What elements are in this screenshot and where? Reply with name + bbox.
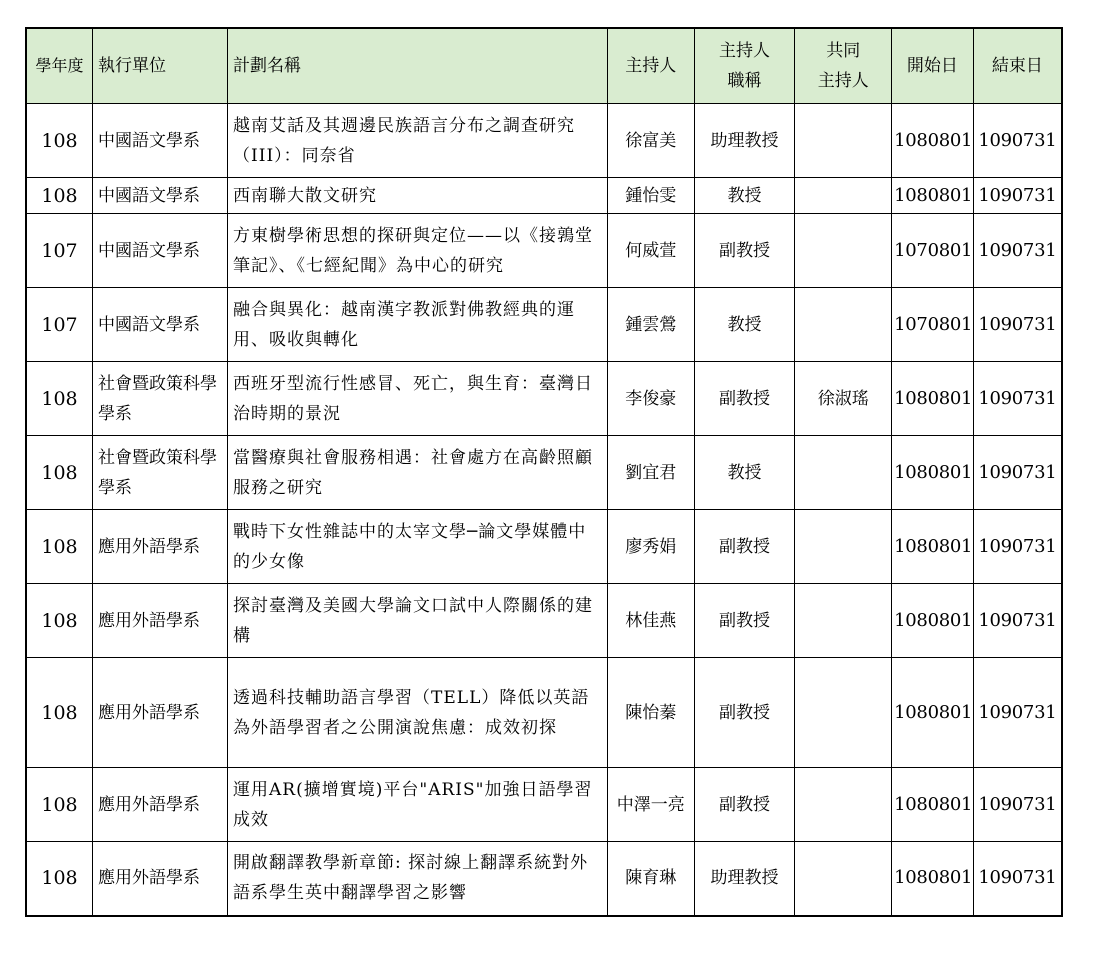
cell-pi: 鍾怡雯 xyxy=(607,178,694,214)
cell-unit: 應用外語學系 xyxy=(93,768,228,842)
cell-co-pi xyxy=(795,214,892,288)
cell-pi: 中澤一亮 xyxy=(607,768,694,842)
cell-co-pi xyxy=(795,768,892,842)
cell-pi-title: 教授 xyxy=(694,436,795,510)
table-row xyxy=(26,842,1062,916)
cell-pi: 徐富美 xyxy=(607,104,694,178)
cell-pi: 鍾雲鶯 xyxy=(607,288,694,362)
cell-end-date: 1090731 xyxy=(973,584,1062,658)
cell-co-pi xyxy=(795,842,892,916)
cell-project: 方東樹學術思想的探研與定位——以《接鶉堂筆記》、《七經紀聞》為中心的研究 xyxy=(228,214,608,288)
cell-start-date: 1080801 xyxy=(892,842,974,916)
cell-pi-title: 教授 xyxy=(694,178,795,214)
cell-unit: 中國語文學系 xyxy=(93,104,228,178)
cell-start-date: 1080801 xyxy=(892,510,974,584)
cell-pi-title: 助理教授 xyxy=(694,104,795,178)
cell-project: 運用AR(擴增實境)平台"ARIS"加強日語學習成效 xyxy=(228,768,608,842)
cell-year: 108 xyxy=(26,584,93,658)
cell-project: 融合與異化：越南漢字教派對佛教經典的運用、吸收與轉化 xyxy=(228,288,608,362)
table-row xyxy=(26,362,1062,436)
cell-end-date: 1090731 xyxy=(973,362,1062,436)
cell-pi: 廖秀娟 xyxy=(607,510,694,584)
cell-year: 107 xyxy=(26,288,93,362)
cell-start-date: 1080801 xyxy=(892,658,974,768)
header-co-pi: 共同 主持人 xyxy=(795,28,892,104)
cell-unit: 中國語文學系 xyxy=(93,214,228,288)
cell-year: 108 xyxy=(26,842,93,916)
header-end: 結束日 xyxy=(973,28,1062,104)
cell-pi-title: 副教授 xyxy=(694,510,795,584)
cell-project: 戰時下女性雜誌中的太宰文學─論文學媒體中的少女像 xyxy=(228,510,608,584)
cell-co-pi xyxy=(795,436,892,510)
cell-pi-title: 助理教授 xyxy=(694,842,795,916)
cell-start-date: 1080801 xyxy=(892,584,974,658)
table-row xyxy=(26,768,1062,842)
cell-project: 開啟翻譯教學新章節: 探討線上翻譯系統對外語系學生英中翻譯學習之影響 xyxy=(228,842,608,916)
cell-unit: 應用外語學系 xyxy=(93,510,228,584)
cell-project: 西南聯大散文研究 xyxy=(228,178,608,214)
cell-end-date: 1090731 xyxy=(973,510,1062,584)
cell-co-pi xyxy=(795,178,892,214)
cell-pi: 陳育琳 xyxy=(607,842,694,916)
table-row xyxy=(26,436,1062,510)
table-row xyxy=(26,288,1062,362)
cell-end-date: 1090731 xyxy=(973,104,1062,178)
cell-year: 108 xyxy=(26,362,93,436)
cell-pi-title: 副教授 xyxy=(694,768,795,842)
cell-end-date: 1090731 xyxy=(973,768,1062,842)
cell-unit: 社會暨政策科學學系 xyxy=(93,436,228,510)
cell-pi-title: 副教授 xyxy=(694,584,795,658)
cell-co-pi: 徐淑瑤 xyxy=(795,362,892,436)
cell-end-date: 1090731 xyxy=(973,436,1062,510)
cell-pi-title: 副教授 xyxy=(694,362,795,436)
cell-year: 108 xyxy=(26,658,93,768)
cell-year: 108 xyxy=(26,104,93,178)
cell-start-date: 1080801 xyxy=(892,362,974,436)
cell-year: 108 xyxy=(26,768,93,842)
cell-project: 西班牙型流行性感冒、死亡，與生育：臺灣日治時期的景況 xyxy=(228,362,608,436)
cell-unit: 中國語文學系 xyxy=(93,288,228,362)
header-start: 開始日 xyxy=(892,28,974,104)
cell-project: 越南艾話及其週邊民族語言分布之調查研究（III）：同奈省 xyxy=(228,104,608,178)
cell-start-date: 1070801 xyxy=(892,214,974,288)
header-year: 學年度 xyxy=(26,28,93,104)
cell-start-date: 1080801 xyxy=(892,436,974,510)
cell-end-date: 1090731 xyxy=(973,658,1062,768)
cell-co-pi xyxy=(795,658,892,768)
cell-pi-title: 教授 xyxy=(694,288,795,362)
table-body xyxy=(26,104,1062,916)
cell-co-pi xyxy=(795,104,892,178)
header-project: 計劃名稱 xyxy=(228,28,608,104)
cell-pi: 劉宜君 xyxy=(607,436,694,510)
table-row xyxy=(26,584,1062,658)
cell-year: 107 xyxy=(26,214,93,288)
cell-unit: 應用外語學系 xyxy=(93,842,228,916)
header-pi-title: 主持人 職稱 xyxy=(694,28,795,104)
cell-end-date: 1090731 xyxy=(973,214,1062,288)
cell-pi-title: 副教授 xyxy=(694,214,795,288)
table-row xyxy=(26,104,1062,178)
cell-pi: 何威萱 xyxy=(607,214,694,288)
cell-year: 108 xyxy=(26,510,93,584)
table-row xyxy=(26,510,1062,584)
cell-pi: 李俊豪 xyxy=(607,362,694,436)
cell-pi: 林佳燕 xyxy=(607,584,694,658)
cell-project: 透過科技輔助語言學習（TELL）降低以英語為外語學習者之公開演說焦慮：成效初探 xyxy=(228,658,608,768)
table-row xyxy=(26,658,1062,768)
cell-unit: 社會暨政策科學學系 xyxy=(93,362,228,436)
header-unit: 執行單位 xyxy=(93,28,228,104)
cell-start-date: 1070801 xyxy=(892,288,974,362)
cell-end-date: 1090731 xyxy=(973,288,1062,362)
cell-unit: 應用外語學系 xyxy=(93,584,228,658)
cell-co-pi xyxy=(795,288,892,362)
table-row xyxy=(26,214,1062,288)
cell-start-date: 1080801 xyxy=(892,178,974,214)
cell-co-pi xyxy=(795,584,892,658)
cell-year: 108 xyxy=(26,178,93,214)
cell-start-date: 1080801 xyxy=(892,768,974,842)
cell-pi-title: 副教授 xyxy=(694,658,795,768)
cell-end-date: 1090731 xyxy=(973,178,1062,214)
table-header-row xyxy=(26,28,1062,104)
cell-project: 探討臺灣及美國大學論文口試中人際關係的建構 xyxy=(228,584,608,658)
cell-end-date: 1090731 xyxy=(973,842,1062,916)
project-table xyxy=(25,27,1063,917)
cell-co-pi xyxy=(795,510,892,584)
cell-start-date: 1080801 xyxy=(892,104,974,178)
cell-year: 108 xyxy=(26,436,93,510)
project-table-container xyxy=(25,27,1063,917)
header-pi: 主持人 xyxy=(607,28,694,104)
table-row xyxy=(26,178,1062,214)
cell-project: 當醫療與社會服務相遇：社會處方在高齡照顧服務之研究 xyxy=(228,436,608,510)
cell-unit: 中國語文學系 xyxy=(93,178,228,214)
cell-pi: 陳怡蓁 xyxy=(607,658,694,768)
cell-unit: 應用外語學系 xyxy=(93,658,228,768)
